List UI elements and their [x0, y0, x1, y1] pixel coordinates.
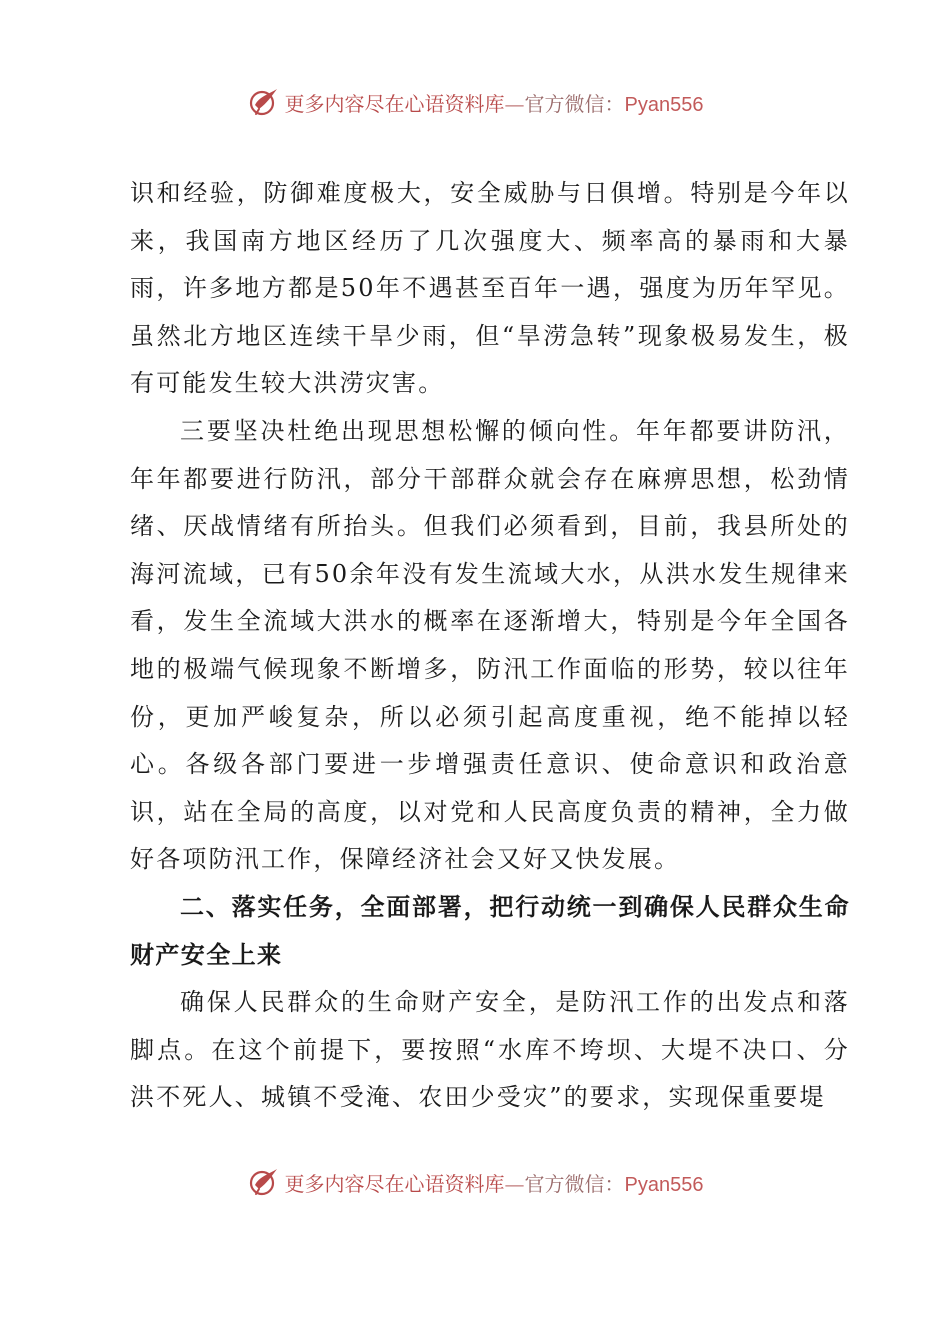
banner-main-text: 更多内容尽在心语资料库	[284, 1171, 505, 1196]
header-banner	[0, 82, 950, 122]
banner-wechat-id: Pyan556	[624, 1173, 704, 1196]
banner-text	[285, 1168, 704, 1197]
section-heading: 二、落实任务，全面部署，把行动统一到确保人民群众生命财产安全上来	[130, 892, 850, 969]
banner-wechat-label: 官方微信：	[524, 1171, 625, 1196]
banner-main-text: 更多内容尽在心语资料库	[284, 91, 505, 116]
document-body	[130, 170, 850, 1122]
footer-banner	[0, 1162, 950, 1202]
paragraph: 确保人民群众的生命财产安全，是防汛工作的出发点和落脚点。在这个前提下，要按照“水库不垮坝、大堤不决口、分洪不死人、城镇不受淹、农田少受灾”的要求，实现保重要堤	[130, 988, 850, 1112]
banner-dash: —	[504, 1171, 525, 1196]
paragraph: 三要坚决杜绝出现思想松懈的倾向性。年年都要讲防汛，年年都要进行防汛，部分干部群众就会存在麻痹思想，松劲情绪、厌战情绪有所抬头。但我们必须看到，目前，我县所处的海河流域，已有50余年没有发生流域大水，从洪水发生规律来看，发生全流域大洪水的概率在逐渐增大，特别是今年全国各地的极端气候现象不断增多，防汛工作面临的形势，较以往年份，更加严峻复杂，所以必须引起高度重视，绝不能掉以轻心。各级各部门要进一步增强责任意识、使命意识和政治意识，站在全局的高度，以对党和人民高度负责的精神，全力做好各项防汛工作，保障经济社会又好又快发展。	[130, 416, 850, 874]
pen-logo-icon	[247, 1165, 281, 1199]
banner-wechat-id: Pyan556	[624, 93, 704, 116]
banner-dash: —	[504, 91, 525, 116]
pen-logo-icon	[247, 85, 281, 119]
banner-wechat-label: 官方微信：	[524, 91, 625, 116]
paragraph: 识和经验，防御难度极大，安全威胁与日俱增。特别是今年以来，我国南方地区经历了几次强度大、频率高的暴雨和大暴雨，许多地方都是50年不遇甚至百年一遇，强度为历年罕见。虽然北方地区连续干旱少雨，但“旱涝急转”现象极易发生，极有可能发生较大洪涝灾害。	[130, 179, 850, 398]
banner-text	[285, 88, 704, 117]
